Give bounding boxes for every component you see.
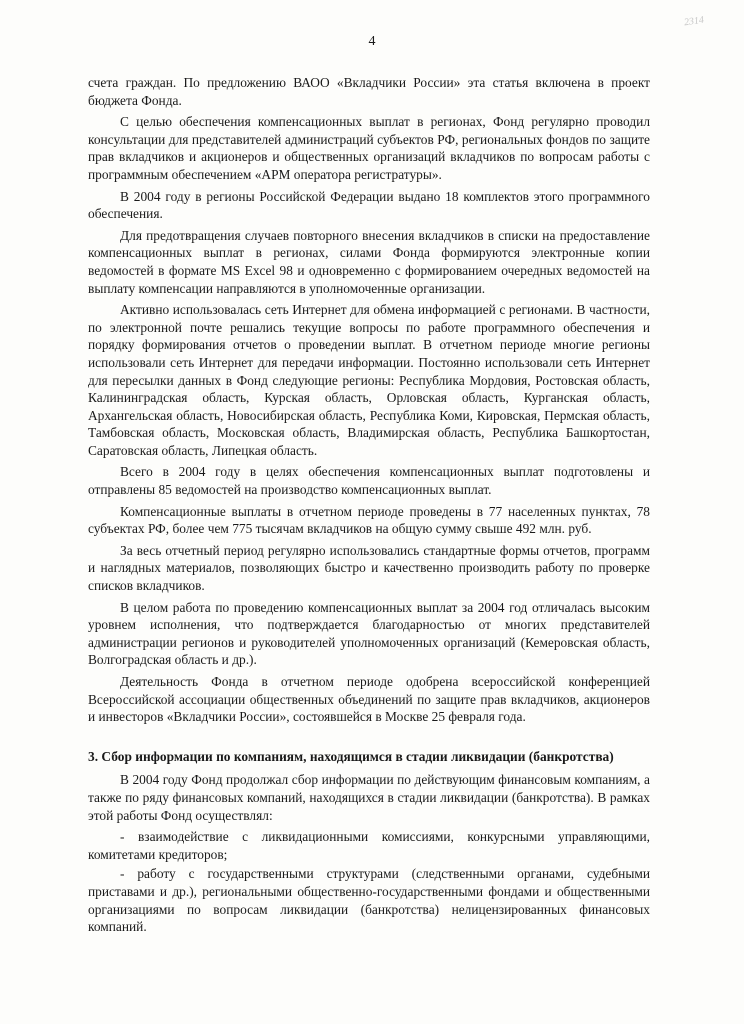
paragraph: С целью обеспечения компенсационных выплат в регионах, Фонд регулярно проводил консультации для представителей администраций субъектов РФ, региональных фондов по защите прав вкладчиков и акционеров и общественных организаций вкладчиков по вопросам работы с программным обеспечением «АРМ оператора регистратуры». <box>88 114 650 182</box>
paragraph: счета граждан. По предложению ВАОО «Вкладчики России» эта статья включена в проект бюджета Фонда. <box>88 75 650 108</box>
section-heading: 3. Сбор информации по компаниям, находящимся в стадии ликвидации (банкротства) <box>88 748 614 764</box>
corner-mark: 2314 <box>683 14 705 29</box>
paragraph: Всего в 2004 году в целях обеспечения компенсационных выплат подготовлены и отправлены 85 ведомостей на производство компенсационных выплат. <box>88 464 650 498</box>
paragraph: За весь отчетный период регулярно использовались стандартные формы отчетов, программ и наглядных материалов, позволяющих быстро и качественно производить работу по проверке списков вкладчиков. <box>88 542 650 594</box>
paragraph: Для предотвращения случаев повторного внесения вкладчиков в списки на предоставление компенсационных выплат в регионах, силами Фонда формируются электронные копии ведомостей в формате MS Excel 98 и одновременно с формированием очередных ведомостей на выплату компенсации направляются в уполномоченные организации. <box>88 227 650 296</box>
section-intro: В 2004 году Фонд продолжал сбор информации по действующим финансовым компаниям, а также по ряду финансовых компаний, находящихся в стадии ликвидации (банкротства). В рамках этой работы Фонд осуществлял: <box>88 772 650 823</box>
document-body <box>88 74 650 938</box>
paragraph: Деятельность Фонда в отчетном периоде одобрена всероссийской конференцией Всероссийской ассоциации общественных объединений по защите прав вкладчиков, акционеров и инвесторов «Вкладчики России», состоявшейся в Москве 25 февраля года. <box>88 674 650 725</box>
page-number: 4 <box>368 34 376 49</box>
paragraph: В 2004 году в регионы Российской Федерации выдано 18 комплектов этого программного обеспечения. <box>88 188 650 222</box>
list-item: - работу с государственными структурами (следственными органами, судебными приставами и др.), региональными общественно-государственными фондами и общественными организациями по вопросам ликвидации (банкротства) нелицензированных финансовых компаний. <box>88 866 650 935</box>
paragraph: Компенсационные выплаты в отчетном периоде проведены в 77 населенных пунктах, 78 субъектах РФ, более чем 775 тысячам вкладчиков на общую сумму свыше 492 млн. руб. <box>88 503 650 537</box>
paragraph: В целом работа по проведению компенсационных выплат за 2004 год отличалась высоким уровнем исполнения, что подтверждается благодарностью от многих представителей администрации регионов и руководителей уполномоченных организаций (Кемеровская область, Волгоградская область и др.). <box>88 599 650 668</box>
list-item: - взаимодействие с ликвидационными комиссиями, конкурсными управляющими, комитетами кредиторов; <box>88 829 650 862</box>
paragraph: Активно использовалась сеть Интернет для обмена информацией с регионами. В частности, по электронной почте решались текущие вопросы по работе программного обеспечения и порядку формирования отчетов о проведении выплат. В отчетном периоде многие регионы использовали сеть Интернет для передачи информации. Постоянно использовали сеть Интернет для пересылки данных в Фонд следующие регионы: Республика Мордовия, Ростовская область, Калининградская область, Курская область, Орловская область, Курганская область, Архангельская область, Новосибирская область, Республика Коми, Кировская, Пермская область, Тамбовская область, Московская область, Владимирская область, Республика Башкортостан, Саратовская область, Липецкая область. <box>88 302 650 458</box>
